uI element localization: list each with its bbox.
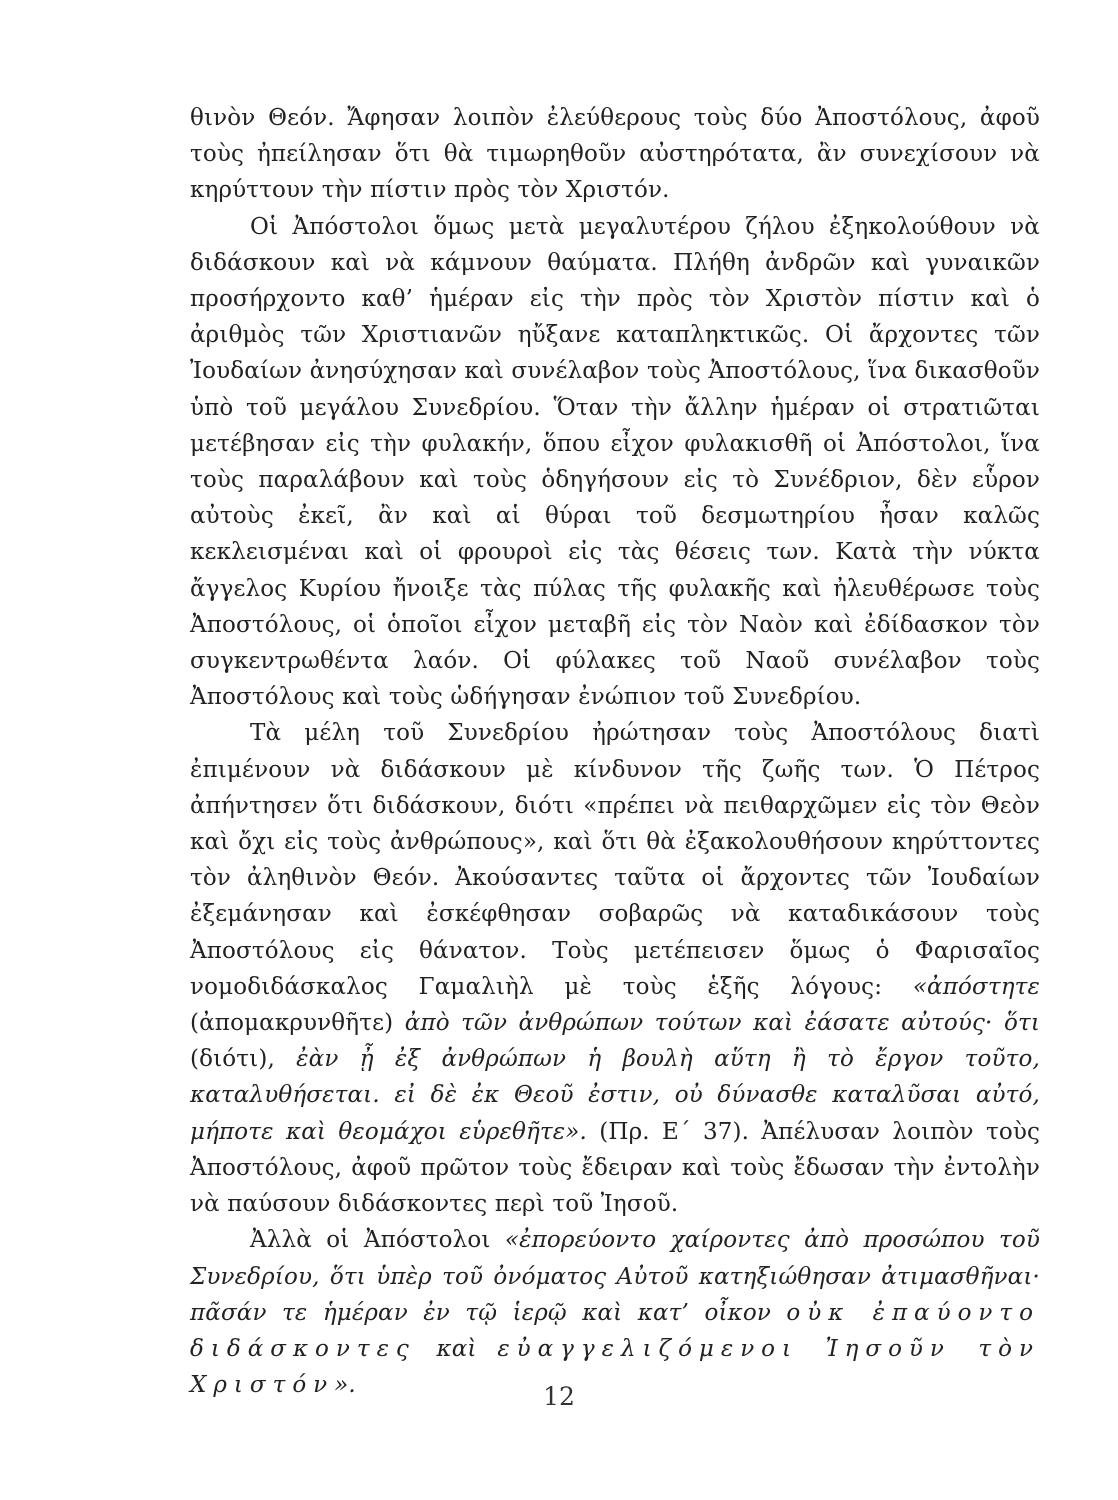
body-text xyxy=(190,100,1040,1403)
text-run: Ἀλλὰ οἱ Ἀπόστολοι xyxy=(250,1227,505,1254)
text-run: Οἱ Ἀπόστολοι ὅμως μετὰ μεγαλυτέρου ζήλου ἐξηκολούθουν νὰ διδάσκουν καὶ νὰ κάμνουν θαύματα. Πλήθη ἀνδρῶν καὶ γυναικῶν προσήρχοντο καθ’ ἡμέραν εἰς τὴν πρὸς τὸν Χριστὸν πίστιν καὶ ὁ ἀριθμὸς τῶν Χριστιανῶν ηὔξανε καταπληκτικῶς. Οἱ ἄρχοντες τῶν Ἰουδαίων ἀνησύχησαν καὶ συνέλαβον τοὺς Ἀποστόλους, ἵνα δικασθοῦν ὑπὸ τοῦ μεγάλου Συνεδρίου. Ὅταν τὴν ἄλλην ἡμέραν οἱ στρατιῶται μετέβησαν εἰς τὴν φυλακήν, ὅπου εἶχον φυλακισθῆ οἱ Ἀπόστολοι, ἵνα τοὺς παραλάβουν καὶ τοὺς ὁδηγήσουν εἰς τὸ Συνέδριον, δὲν εὗρον αὐτοὺς ἐκεῖ, ἂν καὶ αἱ θύραι τοῦ δεσμωτηρίου ἦσαν καλῶς κεκλεισμέναι καὶ οἱ φρουροὶ εἰς τὰς θέσεις των. Κατὰ τὴν νύκτα ἄγγελος Κυρίου ἤνοιξε τὰς πύλας τῆς φυλακῆς καὶ ἠλευθέρωσε τοὺς Ἀποστόλους, οἱ ὁποῖοι εἶχον μεταβῆ εἰς τὸν Ναὸν καὶ ἐδίδασκον τὸν συγκεντρωθέντα λαόν. Οἱ φύλακες τοῦ Ναοῦ συνέλαβον τοὺς Ἀποστόλους καὶ τοὺς ὡδήγησαν ἐνώπιον τοῦ Συνεδρίου. xyxy=(190,213,1040,711)
paragraph-1 xyxy=(190,100,1040,209)
text-run: (Πρ. Ε΄ 37). Ἀπέλυσαν λοιπὸν τοὺς Ἀποστόλους, ἀφοῦ πρῶτον τοὺς ἔδειραν καὶ τοὺς ἔδωσαν τὴν ἐντολὴν νὰ παύσουν διδάσκοντες περὶ τοῦ Ἰησοῦ. xyxy=(190,1118,1040,1218)
paragraph-3 xyxy=(190,715,1040,1222)
quote-run: «ἐπορεύοντο χαίροντες ἀπὸ προσώπου τοῦ Συνεδρίου, ὅτι ὑπὲρ τοῦ ὀνόματος Αὐτοῦ κατηξιώθησαν ἀτιμασθῆναι· πᾶσάν τε ἡμέραν ἐν τῷ ἱερῷ καὶ κατ’ οἶκον xyxy=(190,1227,1040,1326)
quote-run: ». xyxy=(334,1372,356,1399)
text-run: (διότι), xyxy=(190,1046,297,1073)
spaced-quote-run: εὐαγγελιζόμενοι Ἰησοῦν τὸν Χριστόν xyxy=(190,1335,1040,1399)
text-run: (ἀπομακρυνθῆτε) xyxy=(190,1010,405,1037)
quote-run: «ἀπόστητε xyxy=(912,973,1040,1000)
quote-run: ἐὰν ᾖ ἐξ ἀνθρώπων ἡ βουλὴ αὕτη ἢ τὸ ἔργον τοῦτο, καταλυθήσεται. εἰ δὲ ἐκ Θεοῦ ἐστιν, οὐ δύνασθε καταλῦσαι αὐτό, μήποτε καὶ θεομάχοι εὑρεθῆτε». xyxy=(190,1046,1041,1145)
spaced-quote-run: οὐκ ἐπαύοντο διδάσκοντες xyxy=(190,1299,1040,1362)
text-run: Τὰ μέλη τοῦ Συνεδρίου ἠρώτησαν τοὺς Ἀποστόλους διατὶ ἐπιμένουν νὰ διδάσκουν μὲ κίνδυνον τῆς ζωῆς των. Ὁ Πέτρος ἀπήντησεν ὅτι διδάσκουν, διότι «πρέπει νὰ πειθαρχῶμεν εἰς τὸν Θεὸν καὶ ὄχι εἰς τοὺς ἀνθρώπους», καὶ ὅτι θὰ ἐξακολουθήσουν κηρύττοντες τὸν ἀληθινὸν Θεόν. Ἀκούσαντες ταῦτα οἱ ἄρχοντες τῶν Ἰουδαίων ἐξεμάνησαν καὶ ἐσκέφθησαν σοβαρῶς νὰ καταδικάσουν τοὺς Ἀποστόλους εἰς θάνατον. Τοὺς μετέπεισεν ὅμως ὁ Φαρισαῖος νομοδιδάσκαλος Γαμαλιὴλ μὲ τοὺς ἑξῆς λόγους: xyxy=(190,720,1040,1000)
quote-run: ἀπὸ τῶν ἀνθρώπων τούτων καὶ ἐάσατε αὐτούς· ὅτι xyxy=(404,1010,1040,1037)
paragraph-2 xyxy=(190,209,1040,716)
text-run: θινὸν Θεόν. Ἄφησαν λοιπὸν ἐλεύθερους τοὺς δύο Ἀποστόλους, ἀφοῦ τοὺς ἠπείλησαν ὅτι θὰ τιμωρηθοῦν αὐστηρότατα, ἂν συνεχίσουν νὰ κηρύττουν τὴν πίστιν πρὸς τὸν Χριστόν. xyxy=(190,105,1040,204)
page-number: 12 xyxy=(543,1382,575,1411)
quote-run: καὶ xyxy=(415,1335,498,1362)
paragraph-4 xyxy=(190,1222,1040,1403)
